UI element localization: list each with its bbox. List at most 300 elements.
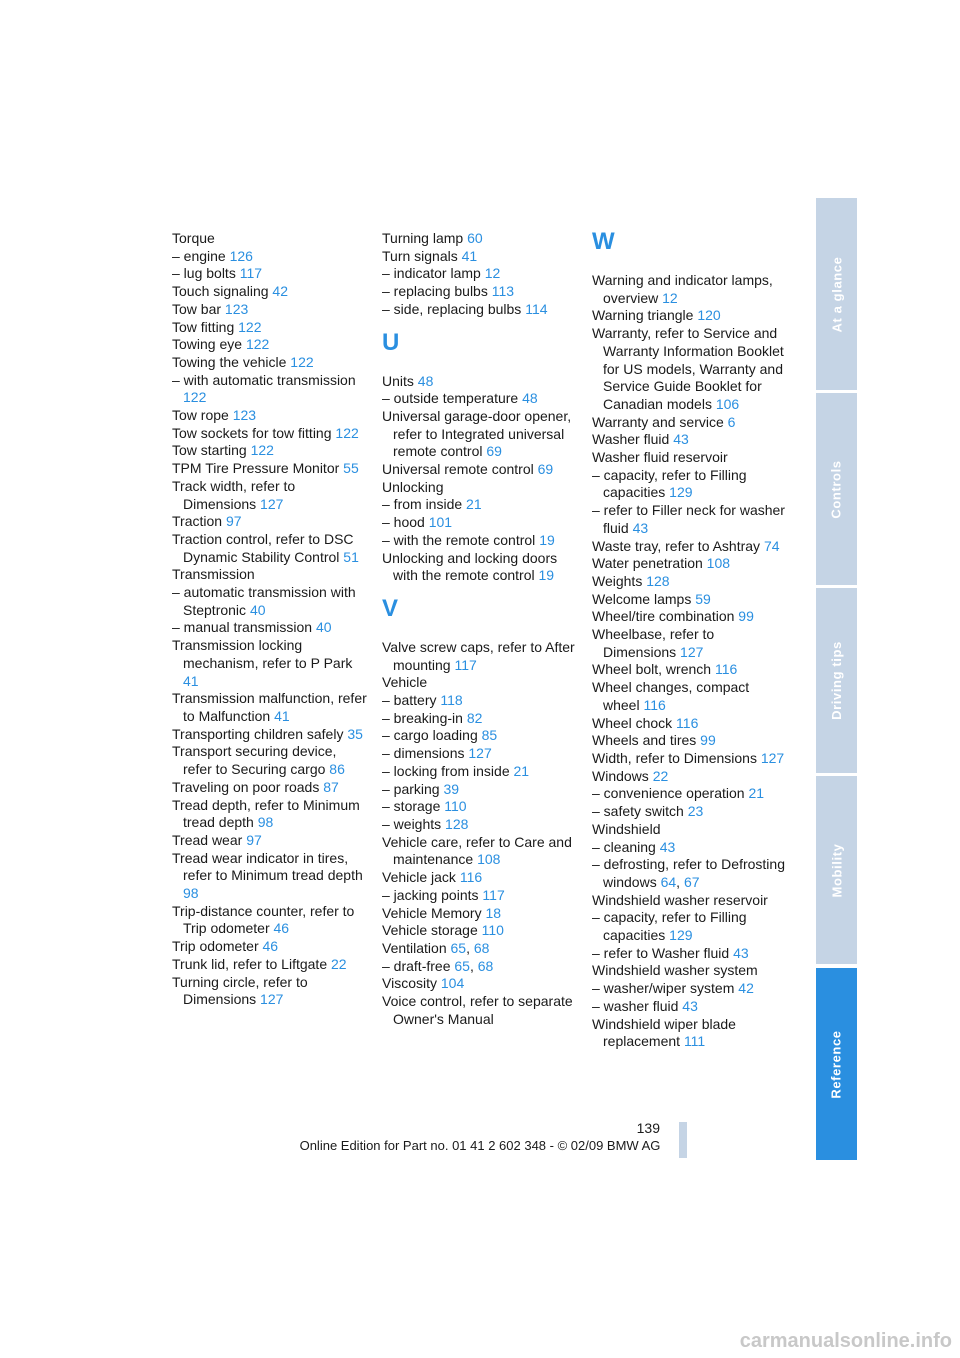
index-term: Tow fitting — [172, 318, 239, 335]
index-term: Washer fluid — [592, 431, 674, 448]
page-link[interactable]: 99 — [738, 608, 754, 625]
index-entry — [382, 301, 577, 319]
index-entry — [172, 779, 367, 797]
index-term: – battery — [382, 692, 441, 709]
index-entry — [172, 283, 367, 301]
page-link[interactable]: 116 — [714, 661, 738, 678]
index-entry — [592, 555, 787, 573]
index-entry — [382, 922, 577, 940]
index-entry — [592, 502, 787, 537]
index-term: Vehicle jack — [382, 869, 460, 886]
page-link[interactable]: 21 — [748, 785, 765, 802]
page-link[interactable]: 127 — [680, 643, 704, 660]
index-entry — [382, 887, 577, 905]
index-entry — [592, 962, 787, 980]
index-entry — [382, 816, 577, 834]
page-link[interactable]: 117 — [454, 656, 477, 673]
index-entry — [172, 832, 367, 850]
index-term: – refer to Filler neck for washer fluid — [592, 502, 785, 536]
index-term: – safety switch — [592, 803, 688, 820]
index-term: Warranty and service — [592, 413, 728, 430]
page-link[interactable]: 68 — [473, 939, 490, 956]
index-entry — [592, 892, 787, 910]
index-entry — [172, 619, 367, 637]
index-entry — [382, 869, 577, 887]
index-entry — [382, 798, 577, 816]
index-term: Torque — [172, 230, 215, 246]
index-entry — [382, 265, 577, 283]
page-link[interactable]: 41 — [461, 247, 478, 264]
index-entry — [172, 637, 367, 690]
index-term: Traveling on poor roads — [172, 778, 324, 795]
index-term: Wheel/tire combination — [592, 608, 739, 625]
index-entry — [592, 715, 787, 733]
index-term: Welcome lamps — [592, 590, 696, 607]
index-term: – capacity, refer to Filling capacities — [592, 466, 747, 501]
index-entry — [382, 283, 577, 301]
page-link[interactable]: 43 — [673, 431, 689, 448]
index-term: – washer fluid — [592, 997, 683, 1014]
index-term: – with the remote control — [382, 531, 540, 548]
page-link[interactable]: 97 — [246, 831, 262, 848]
page-link[interactable]: 98 — [257, 814, 274, 831]
page-link[interactable]: 116 — [643, 696, 666, 713]
index-entry — [172, 336, 367, 354]
page-link[interactable]: 69 — [537, 461, 554, 478]
index-entry — [172, 460, 367, 478]
index-term: – from inside — [382, 496, 467, 513]
page-link[interactable]: 67 — [683, 873, 700, 890]
page-link[interactable]: 21 — [513, 762, 530, 779]
index-term: – capacity, refer to Filling capacities — [592, 909, 747, 944]
index-entry — [382, 479, 577, 497]
index-term: – lug bolts — [172, 265, 240, 282]
index-entry — [592, 785, 787, 803]
index-term: – replacing bulbs — [382, 283, 492, 300]
footer-text: Online Edition for Part no. 01 41 2 602 348 - © 02/09 BMW AG — [299, 1138, 661, 1153]
index-term: – manual transmission — [172, 619, 316, 636]
index-term: Valve screw caps, refer to After mounting — [382, 638, 575, 673]
index-term: Waste tray, refer to Ashtray — [592, 537, 764, 554]
page-link[interactable]: 98 — [183, 885, 199, 902]
index-term: Windows — [592, 767, 653, 784]
index-entry — [172, 248, 367, 266]
page-link[interactable]: 69 — [486, 443, 502, 460]
page-link[interactable]: 116 — [459, 869, 483, 886]
page-link[interactable]: 117 — [239, 265, 263, 282]
index-entry — [382, 461, 577, 479]
page-link[interactable]: 86 — [329, 761, 345, 778]
index-entry — [382, 710, 577, 728]
page-link[interactable]: 65 — [454, 957, 470, 974]
index-term: – dimensions — [382, 745, 469, 762]
index-entry — [172, 319, 367, 337]
index-entry — [382, 745, 577, 763]
index-term: – automatic transmission with Steptronic — [172, 584, 356, 618]
page-link[interactable]: 43 — [682, 997, 698, 1014]
page-link[interactable]: 82 — [466, 709, 483, 726]
index-term: – defrosting, refer to Defrosting windows — [592, 856, 785, 890]
index-term: – draft-free — [382, 957, 455, 974]
index-term: – storage — [382, 798, 445, 815]
index-term: Tread wear — [172, 831, 247, 848]
index-entry — [592, 591, 787, 609]
tab-at-a-glance[interactable] — [816, 198, 857, 390]
section-heading: V — [382, 594, 399, 622]
index-term: Tow bar — [172, 300, 225, 317]
index-entry — [172, 566, 367, 584]
index-entry — [172, 956, 367, 974]
index-column-2 — [382, 230, 577, 1028]
page-link[interactable]: 108 — [477, 851, 501, 868]
page-link[interactable]: 43 — [659, 838, 676, 855]
index-term: Universal garage-door opener, refer to Integrated universal remote control — [382, 407, 572, 460]
index-entry — [592, 467, 787, 502]
page-link[interactable]: 122 — [183, 389, 207, 406]
page-link[interactable]: 113 — [491, 283, 515, 300]
index-entry — [172, 478, 367, 513]
index-entry — [382, 727, 577, 745]
index-entry — [172, 743, 367, 778]
index-entry — [382, 390, 577, 408]
index-entry — [382, 373, 577, 391]
index-entry — [592, 679, 787, 714]
index-term: – jacking points — [382, 886, 483, 903]
index-entry: – draft-free 65, 68 — [382, 957, 494, 974]
index-term: – weights — [382, 815, 446, 832]
index-entry — [172, 372, 367, 407]
index-term: Tread wear indicator in tires, refer to Minimum tread depth — [172, 849, 363, 884]
index-term: Trip odometer — [172, 938, 263, 955]
page-link[interactable]: 41 — [274, 707, 290, 724]
index-entry — [172, 354, 367, 372]
index-term: Washer fluid reservoir — [592, 449, 728, 466]
page-link[interactable]: 19 — [538, 567, 555, 584]
page-link[interactable]: 18 — [485, 904, 502, 921]
index-term: – engine — [172, 247, 230, 264]
index-term: Windshield wiper blade replacement — [592, 1015, 736, 1050]
tab-label: Controls — [829, 459, 844, 519]
index-term: Turning circle, refer to Dimensions — [172, 973, 308, 1008]
index-entry — [172, 690, 367, 725]
page-link[interactable]: 122 — [238, 318, 262, 335]
page-link[interactable]: 12 — [662, 289, 678, 306]
page-link[interactable]: 22 — [652, 767, 669, 784]
page-link[interactable]: 43 — [733, 944, 749, 961]
index-entry — [592, 573, 787, 591]
watermark: carmanualsonline.info — [739, 1330, 952, 1352]
index-term: Unlocking — [382, 478, 444, 495]
page-link[interactable]: 40 — [249, 601, 266, 618]
page-link[interactable]: 42 — [272, 283, 288, 300]
page-link[interactable]: 116 — [676, 714, 699, 731]
index-entry: Ventilation 65, 68 — [382, 939, 490, 956]
index-entry — [592, 661, 787, 679]
index-term: TPM Tire Pressure Monitor — [172, 460, 344, 477]
page-link[interactable]: 64 — [660, 873, 677, 890]
tab-label: Reference — [829, 1029, 844, 1099]
index-entry — [172, 726, 367, 744]
index-entry — [172, 850, 367, 903]
index-entry — [172, 442, 367, 460]
index-entry — [172, 974, 367, 1009]
page-link[interactable]: 104 — [440, 975, 465, 992]
page-link[interactable]: 126 — [229, 247, 253, 264]
index-entry: – defrosting, refer to Defrosting windows 64, 67 — [592, 856, 785, 890]
page-link[interactable]: 23 — [687, 803, 704, 820]
index-entry — [172, 797, 367, 832]
section-heading: U — [382, 328, 400, 356]
page-link[interactable]: 101 — [428, 514, 453, 531]
index-entry — [172, 265, 367, 283]
page-link[interactable]: 123 — [232, 407, 257, 424]
page-link[interactable]: 122 — [290, 353, 314, 370]
page-link[interactable]: 12 — [484, 265, 501, 282]
index-term: Tow starting — [172, 442, 251, 459]
index-term: Warning and indicator lamps, overview — [592, 272, 773, 306]
index-term: Wheel bolt, wrench — [592, 661, 715, 678]
page-link[interactable]: 99 — [700, 732, 716, 749]
index-term: – convenience operation — [592, 785, 749, 802]
index-term: Warning triangle — [592, 307, 698, 324]
index-entry — [172, 301, 367, 319]
index-entry — [382, 763, 577, 781]
index-entry — [592, 750, 787, 768]
index-term: Windshield washer system — [592, 962, 758, 979]
index-term: Transmission malfunction, refer to Malfunction — [172, 690, 367, 724]
index-term: Towing the vehicle — [172, 353, 291, 370]
index-entry — [382, 692, 577, 710]
index-term: Viscosity — [382, 975, 441, 992]
index-entry — [592, 272, 787, 307]
page-link[interactable]: 127 — [260, 991, 284, 1008]
index-term: – breaking-in — [382, 709, 467, 726]
index-entry — [592, 608, 787, 626]
index-entry — [592, 626, 787, 661]
index-entry — [592, 768, 787, 786]
index-entry — [382, 993, 577, 1028]
index-term: Turn signals — [382, 247, 462, 264]
page-link[interactable]: 48 — [417, 372, 434, 389]
index-entry — [172, 903, 367, 938]
index-term: Vehicle care, refer to Care and maintenance — [382, 833, 572, 868]
index-term: Trunk lid, refer to Liftgate — [172, 955, 331, 972]
index-entry — [382, 532, 577, 550]
index-entry — [382, 514, 577, 532]
index-term: – hood — [382, 514, 429, 531]
index-term: Windshield — [592, 820, 661, 837]
index-entry — [382, 248, 577, 266]
index-entry — [592, 431, 787, 449]
index-entry — [592, 307, 787, 325]
index-term: Tread depth, refer to Minimum tread depth — [172, 796, 360, 831]
index-term: Wheels and tires — [592, 732, 701, 749]
index-term: Transmission — [172, 566, 255, 583]
page-link[interactable]: 55 — [343, 460, 359, 477]
page-link[interactable]: 108 — [706, 555, 731, 572]
page-link[interactable]: 106 — [715, 395, 740, 412]
index-term: Vehicle storage — [382, 922, 482, 939]
page-number: 139 — [636, 1120, 660, 1136]
index-entry — [382, 781, 577, 799]
page-link[interactable]: 68 — [477, 957, 494, 974]
page-link[interactable]: 43 — [632, 519, 649, 536]
index-term: – with automatic transmission — [172, 371, 356, 388]
index-term: Tow rope — [172, 407, 233, 424]
index-term: Traction control, refer to DSC Dynamic Stability Control — [172, 530, 354, 565]
index-term: Traction — [172, 513, 226, 530]
index-entry — [592, 325, 787, 414]
index-term: Trip-distance counter, refer to Trip odometer — [172, 902, 355, 937]
index-term: Wheel changes, compact wheel — [592, 679, 750, 713]
index-term: – locking from inside — [382, 762, 514, 779]
index-entry — [382, 905, 577, 923]
index-entry — [172, 531, 367, 566]
index-term: Transporting children safely — [172, 725, 348, 742]
tab-label: Mobility — [829, 843, 844, 897]
page-link[interactable]: 60 — [467, 230, 483, 246]
index-entry — [382, 230, 577, 248]
page-link[interactable]: 129 — [669, 927, 693, 944]
page-link[interactable]: 39 — [443, 780, 460, 797]
page-link[interactable]: 41 — [183, 672, 199, 689]
page-link[interactable]: 123 — [224, 300, 249, 317]
tab-label: Driving tips — [829, 641, 844, 720]
index-term: Ventilation — [382, 939, 451, 956]
page-link[interactable]: 21 — [466, 496, 482, 513]
tab-mobility[interactable] — [816, 776, 857, 964]
page-link[interactable]: 97 — [225, 513, 242, 530]
index-term: Width, refer to Dimensions — [592, 749, 761, 766]
index-term: Wheelbase, refer to Dimensions — [592, 626, 715, 660]
index-entry — [382, 408, 577, 461]
page-link[interactable]: 122 — [245, 336, 270, 353]
index-entry — [172, 513, 367, 531]
page-link[interactable]: 118 — [440, 692, 463, 709]
page-link[interactable]: 46 — [273, 920, 290, 937]
index-column-1 — [172, 230, 367, 1009]
index-term: Vehicle — [382, 674, 428, 691]
page-link[interactable]: 48 — [522, 390, 538, 407]
tab-controls[interactable] — [816, 393, 857, 585]
index-entry — [382, 834, 577, 869]
page-link[interactable]: 59 — [695, 590, 711, 607]
page-link[interactable]: 127 — [260, 495, 284, 512]
index-entry — [172, 230, 367, 248]
page-link[interactable]: 110 — [481, 922, 504, 939]
index-entry — [592, 1016, 787, 1051]
page-link[interactable]: 127 — [760, 749, 785, 766]
index-term: Universal remote control — [382, 461, 538, 478]
index-entry — [592, 538, 787, 556]
index-entry — [382, 496, 577, 514]
page-link[interactable]: 122 — [335, 424, 359, 441]
page-link[interactable]: 46 — [262, 938, 279, 955]
index-entry — [592, 945, 787, 963]
page-link[interactable]: 129 — [669, 484, 693, 501]
index-entry — [592, 732, 787, 750]
index-entry — [172, 425, 367, 443]
page-link[interactable]: 22 — [331, 955, 347, 972]
index-column-3 — [592, 230, 787, 1051]
index-term: Tow sockets for tow fitting — [172, 424, 336, 441]
section-heading: W — [592, 228, 615, 255]
tab-reference[interactable] — [816, 968, 857, 1160]
page-link[interactable]: 42 — [738, 980, 754, 997]
index-entry — [592, 980, 787, 998]
index-term: Weights — [592, 572, 647, 589]
index-term: Unlocking and locking doors with the remote control — [382, 549, 558, 584]
index-entry — [172, 584, 367, 619]
index-term: Units — [382, 372, 418, 389]
index-term: – indicator lamp — [382, 265, 485, 282]
page-link[interactable]: 117 — [482, 886, 505, 903]
index-entry — [592, 909, 787, 944]
tab-driving-tips[interactable] — [816, 588, 857, 773]
index-term: Voice control, refer to separate Owner's Manual — [382, 993, 573, 1027]
index-entry — [592, 839, 787, 857]
index-entry — [172, 938, 367, 956]
index-entry — [382, 639, 577, 674]
index-term: Wheel chock — [592, 714, 677, 731]
page-link[interactable]: 65 — [450, 939, 467, 956]
tab-label: At a glance — [829, 256, 844, 332]
index-entry — [592, 414, 787, 432]
page-link[interactable]: 85 — [481, 727, 498, 744]
page-link[interactable]: 35 — [347, 725, 363, 742]
page-link[interactable]: 111 — [683, 1033, 706, 1050]
index-entry — [592, 998, 787, 1016]
index-term: – cargo loading — [382, 727, 482, 744]
index-term: Touch signaling — [172, 283, 273, 300]
page-link[interactable]: 128 — [646, 572, 670, 589]
index-term: – parking — [382, 780, 444, 797]
index-entry — [592, 803, 787, 821]
index-term: Warranty, refer to Service and Warranty Information Booklet for US models, Warranty and Service Guide Booklet for Canadian models — [592, 325, 784, 412]
page-link[interactable]: 6 — [727, 413, 736, 430]
page-link[interactable]: 87 — [323, 778, 339, 795]
page-link[interactable]: 114 — [525, 300, 548, 317]
page-link[interactable]: 127 — [468, 745, 492, 762]
page-link[interactable]: 120 — [697, 307, 721, 324]
index-term: Water penetration — [592, 555, 707, 572]
page-link[interactable]: 122 — [250, 442, 274, 459]
index-term: – washer/wiper system — [592, 980, 739, 997]
index-term: – cleaning — [592, 838, 660, 855]
index-entry — [172, 407, 367, 425]
index-term: – refer to Washer fluid — [592, 944, 734, 961]
page-link[interactable]: 19 — [539, 531, 555, 548]
index-entry — [382, 550, 577, 585]
index-term: Windshield washer reservoir — [592, 891, 768, 908]
page-link[interactable]: 74 — [763, 537, 780, 554]
index-term: Transport securing device, refer to Securing cargo — [172, 743, 337, 778]
index-entry — [592, 821, 787, 839]
page-link[interactable]: 40 — [315, 619, 332, 636]
index-term: Turning lamp — [382, 230, 468, 246]
page-link[interactable]: 110 — [444, 798, 467, 815]
index-entry — [382, 975, 577, 993]
index-entry — [382, 674, 577, 692]
index-term: Transmission locking mechanism, refer to P Park — [172, 637, 353, 671]
index-entry — [592, 449, 787, 467]
index-term: Track width, refer to Dimensions — [172, 477, 296, 512]
index-term: Towing eye — [172, 336, 246, 353]
page-link[interactable]: 51 — [343, 548, 359, 565]
index-term: – outside temperature — [382, 390, 523, 407]
index-term: – side, replacing bulbs — [382, 300, 526, 317]
page-link[interactable]: 128 — [445, 815, 469, 832]
